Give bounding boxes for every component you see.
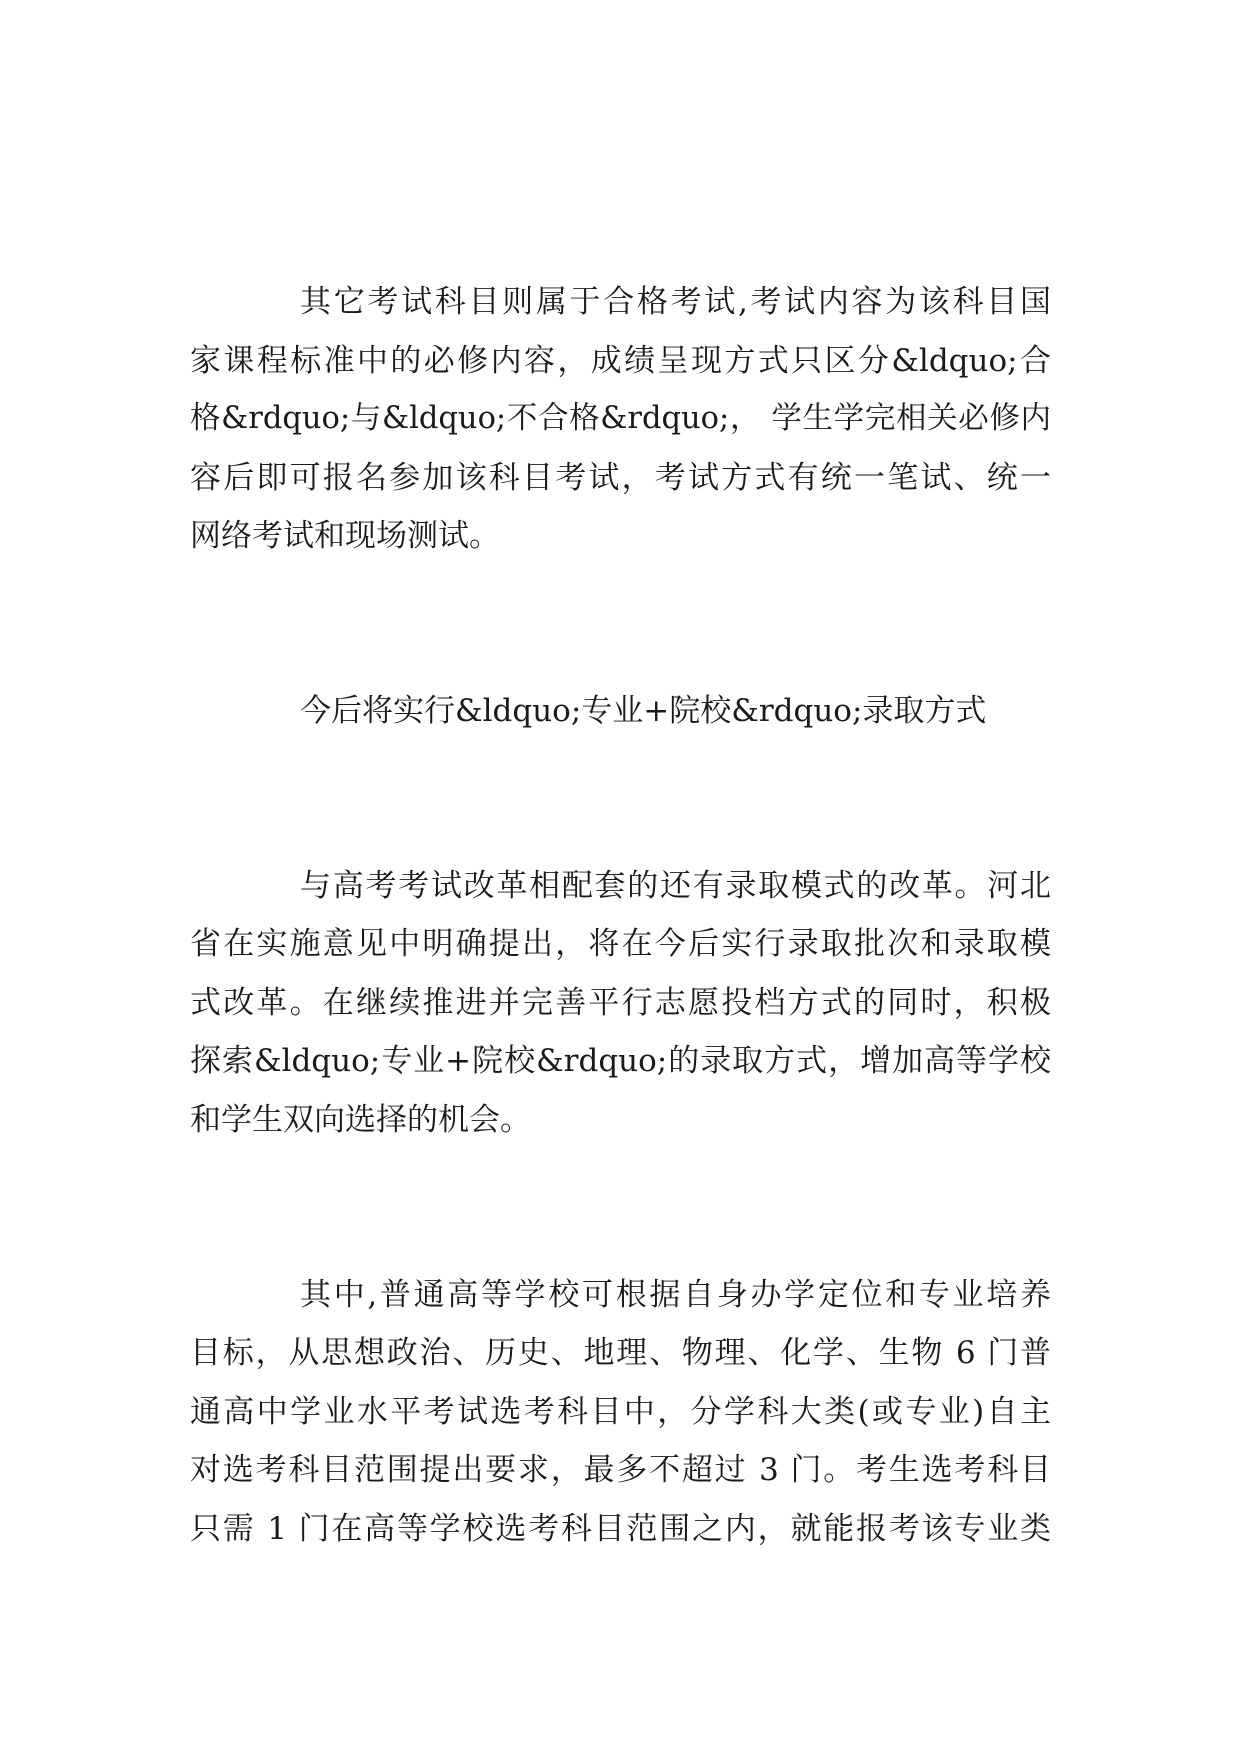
paragraph-exam-subjects bbox=[190, 273, 1051, 566]
paragraph-admission-reform bbox=[190, 857, 1051, 1150]
document-body bbox=[190, 273, 1051, 1559]
paragraph-line: 和学生双向选择的机会。 bbox=[190, 1101, 531, 1138]
paragraph-line: 容后即可报名参加该科目考试，考试方式有统一笔试、统一 bbox=[190, 459, 1051, 496]
section-heading bbox=[190, 682, 1051, 741]
paragraph-line: 通高中学业水平考试选考科目中，分学科大类(或专业)自主 bbox=[190, 1393, 1051, 1430]
section-heading-text: 今后将实行&ldquo;专业+院校&rdquo;录取方式 bbox=[300, 692, 987, 729]
paragraph-line: 式改革。在继续推进并完善平行志愿投档方式的同时，积极 bbox=[190, 984, 1051, 1021]
paragraph-line: 对选考科目范围提出要求，最多不超过 3 门。考生选考科目 bbox=[190, 1452, 1051, 1489]
paragraph-line: 探索&ldquo;专业+院校&rdquo;的录取方式，增加高等学校 bbox=[190, 1043, 1051, 1080]
paragraph-line: 其中,普通高等学校可根据自身办学定位和专业培养 bbox=[300, 1276, 1051, 1313]
paragraph-line: 与高考考试改革相配套的还有录取模式的改革。河北 bbox=[300, 867, 1051, 904]
paragraph-line: 省在实施意见中明确提出，将在今后实行录取批次和录取模 bbox=[190, 926, 1051, 963]
paragraph-line: 家课程标准中的必修内容，成绩呈现方式只区分&ldquo;合 bbox=[190, 342, 1051, 379]
paragraph-subject-requirements bbox=[190, 1266, 1051, 1559]
paragraph-line: 格&rdquo;与&ldquo;不合格&rdquo;， 学生学完相关必修内 bbox=[190, 401, 1051, 437]
paragraph-line: 目标，从思想政治、历史、地理、物理、化学、生物 6 门普 bbox=[190, 1335, 1051, 1372]
paragraph-line: 只需 1 门在高等学校选考科目范围之内，就能报考该专业类 bbox=[190, 1510, 1051, 1547]
paragraph-line: 其它考试科目则属于合格考试,考试内容为该科目国 bbox=[300, 284, 1051, 320]
paragraph-line: 网络考试和现场测试。 bbox=[190, 518, 500, 555]
